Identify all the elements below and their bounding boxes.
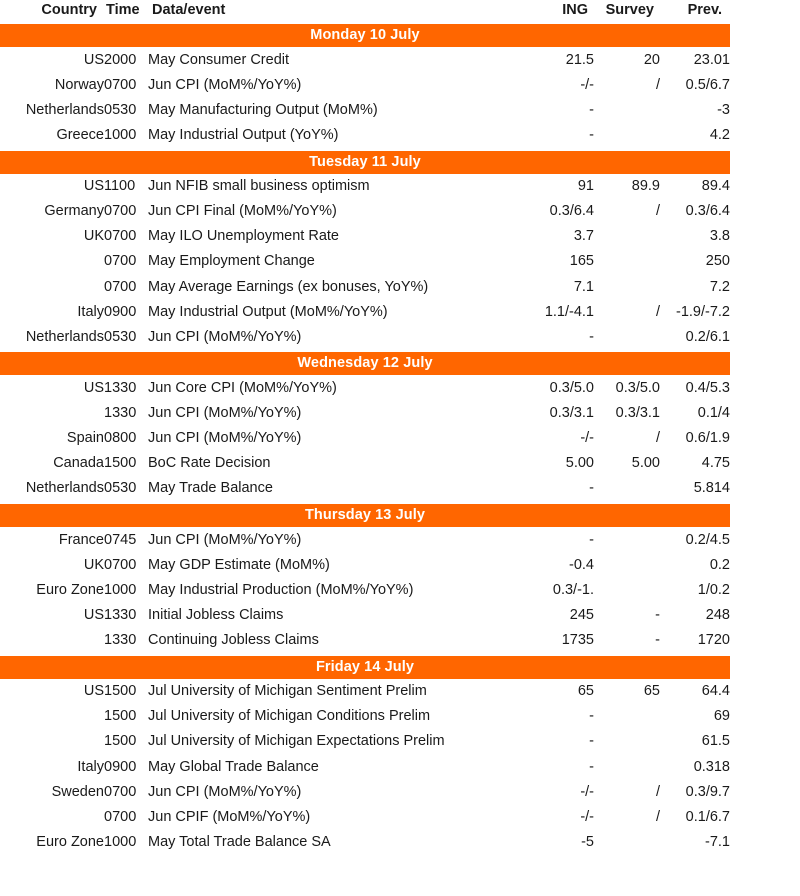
- table-row: [0, 779, 730, 804]
- event-description: May Employment Change: [148, 253, 315, 270]
- event-time: 1330: [104, 405, 137, 421]
- table-row: [0, 527, 730, 552]
- event-ing-forecast: -: [589, 101, 594, 118]
- event-previous: 0.1/4: [697, 405, 730, 421]
- event-description: Jun CPI (MoM%/YoY%): [148, 531, 302, 548]
- event-survey: [594, 704, 660, 729]
- event-country: US: [83, 51, 104, 68]
- event-previous: -1.9/-7.2: [676, 303, 730, 320]
- event-survey: /: [655, 76, 660, 93]
- event-description: May Global Trade Balance: [148, 758, 319, 775]
- event-country: Netherlands: [25, 480, 104, 497]
- event-survey: 20: [643, 51, 660, 68]
- event-previous: 7.2: [709, 278, 730, 295]
- event-ing-forecast: 1.1/-4.1: [544, 303, 594, 320]
- table-row: [0, 628, 730, 653]
- event-ing-forecast: 1735: [561, 632, 594, 648]
- event-survey: [594, 476, 660, 501]
- event-ing-forecast: -: [589, 758, 594, 775]
- event-previous: 64.4: [701, 683, 730, 700]
- event-country: [0, 704, 104, 729]
- table-row: [0, 375, 730, 400]
- event-time: 0700: [104, 278, 137, 295]
- event-ing-forecast: 65: [577, 683, 594, 700]
- event-country: Greece: [56, 126, 104, 143]
- event-time: 0900: [104, 758, 137, 775]
- event-description: Jun NFIB small business optimism: [148, 178, 370, 194]
- event-description: May Average Earnings (ex bonuses, YoY%): [148, 278, 429, 295]
- event-description: May ILO Unemployment Rate: [148, 228, 339, 245]
- event-country: US: [83, 379, 104, 396]
- column-header-time: Time: [106, 2, 140, 18]
- event-description: Jun CPI (MoM%/YoY%): [148, 430, 302, 447]
- day-label: Friday 14 July: [0, 656, 730, 679]
- event-country: Netherlands: [25, 101, 104, 118]
- table-row: [0, 401, 730, 426]
- table-row: [0, 249, 730, 274]
- event-ing-forecast: -: [589, 708, 594, 725]
- event-country: [0, 249, 104, 274]
- event-country: Italy: [77, 758, 104, 775]
- event-description: Continuing Jobless Claims: [148, 632, 319, 648]
- event-country: Norway: [54, 76, 104, 93]
- event-survey: [594, 324, 660, 349]
- event-description: May Industrial Output (MoM%/YoY%): [148, 303, 388, 320]
- table-row: [0, 552, 730, 577]
- event-previous: 248: [705, 606, 730, 623]
- event-country: Euro Zone: [36, 581, 104, 598]
- event-country: Spain: [66, 430, 104, 447]
- event-description: May Industrial Output (YoY%): [148, 126, 339, 143]
- table-row: [0, 274, 730, 299]
- event-description: Jul University of Michigan Expectations Prelim: [148, 733, 445, 750]
- event-time: 1500: [104, 683, 137, 700]
- event-survey: [594, 224, 660, 249]
- event-survey: /: [655, 430, 660, 447]
- table-row: [0, 602, 730, 627]
- day-label: Wednesday 12 July: [0, 352, 730, 375]
- day-header-row: [0, 504, 730, 527]
- day-label: Monday 10 July: [0, 24, 730, 47]
- event-description: Jun CPI (MoM%/YoY%): [148, 76, 302, 93]
- table-header: [0, 0, 730, 24]
- day-header-row: [0, 24, 730, 47]
- table-row: [0, 299, 730, 324]
- event-previous: 1720: [697, 632, 730, 648]
- event-country: UK: [83, 228, 104, 245]
- event-survey: [594, 829, 660, 854]
- event-country: Germany: [44, 203, 104, 220]
- column-header-prev: Prev.: [687, 2, 722, 18]
- event-previous: -7.1: [705, 833, 730, 850]
- day-label: Thursday 13 July: [0, 504, 730, 527]
- event-description: Jun CPI Final (MoM%/YoY%): [148, 203, 337, 220]
- event-description: Jun CPI (MoM%/YoY%): [148, 783, 302, 800]
- column-header-survey: Survey: [605, 2, 654, 18]
- table-row: [0, 72, 730, 97]
- event-country: US: [83, 178, 104, 194]
- event-description: May Trade Balance: [148, 480, 273, 497]
- table-row: [0, 174, 730, 199]
- table-row: [0, 199, 730, 224]
- table-row: [0, 426, 730, 451]
- table-row: [0, 829, 730, 854]
- event-time: 0530: [104, 101, 137, 118]
- event-previous: 0.4/5.3: [685, 379, 730, 396]
- table-row: [0, 577, 730, 602]
- event-country: Canada: [53, 455, 104, 472]
- event-survey: 0.3/3.1: [615, 405, 660, 421]
- event-time: 1500: [104, 455, 137, 472]
- event-ing-forecast: 7.1: [573, 278, 594, 295]
- event-time: 0700: [104, 808, 137, 825]
- event-survey: [594, 122, 660, 147]
- event-ing-forecast: 0.3/5.0: [549, 379, 594, 396]
- event-country: UK: [83, 556, 104, 573]
- event-previous: -3: [717, 101, 730, 118]
- event-country: [0, 729, 104, 754]
- event-ing-forecast: 5.00: [565, 455, 594, 472]
- event-description: May Industrial Production (MoM%/YoY%): [148, 581, 414, 598]
- event-country: [0, 401, 104, 426]
- event-time: 0700: [104, 76, 137, 93]
- table-row: [0, 704, 730, 729]
- event-survey: [594, 274, 660, 299]
- event-description: BoC Rate Decision: [148, 455, 271, 472]
- table-row: [0, 476, 730, 501]
- event-ing-forecast: -/-: [580, 430, 594, 447]
- event-time: 0530: [104, 328, 137, 345]
- event-ing-forecast: -: [589, 126, 594, 143]
- event-previous: 0.318: [693, 758, 730, 775]
- event-survey: /: [655, 203, 660, 220]
- event-description: Jun CPIF (MoM%/YoY%): [148, 808, 311, 825]
- event-description: May Consumer Credit: [148, 51, 290, 68]
- event-previous: 250: [705, 253, 730, 270]
- event-survey: 89.9: [631, 178, 660, 194]
- event-previous: 5.814: [693, 480, 730, 497]
- event-time: 1330: [104, 632, 137, 648]
- event-country: Euro Zone: [36, 833, 104, 850]
- event-description: May GDP Estimate (MoM%): [148, 556, 330, 573]
- table-row: [0, 729, 730, 754]
- event-previous: 61.5: [701, 733, 730, 750]
- event-time: 0700: [104, 253, 137, 270]
- event-ing-forecast: 3.7: [573, 228, 594, 245]
- event-previous: 89.4: [701, 178, 730, 194]
- event-previous: 0.2/4.5: [685, 531, 730, 548]
- event-ing-forecast: 0.3/-1.: [552, 581, 594, 598]
- event-time: 1330: [104, 379, 137, 396]
- table-row: [0, 224, 730, 249]
- event-previous: 1/0.2: [697, 581, 730, 598]
- event-time: 1330: [104, 606, 137, 623]
- event-country: France: [58, 531, 104, 548]
- event-ing-forecast: -/-: [580, 783, 594, 800]
- event-previous: 0.2/6.1: [685, 328, 730, 345]
- event-survey: 65: [643, 683, 660, 700]
- event-time: 1000: [104, 833, 137, 850]
- event-description: Jul University of Michigan Conditions Prelim: [148, 708, 431, 725]
- event-description: Initial Jobless Claims: [148, 606, 284, 623]
- event-previous: 4.75: [701, 455, 730, 472]
- event-time: 0900: [104, 303, 137, 320]
- event-time: 0700: [104, 556, 137, 573]
- header-row: [0, 0, 730, 24]
- event-country: US: [83, 683, 104, 700]
- event-survey: /: [655, 303, 660, 320]
- table-row: [0, 451, 730, 476]
- event-ing-forecast: 0.3/6.4: [549, 203, 594, 220]
- event-previous: 23.01: [693, 51, 730, 68]
- event-country: [0, 628, 104, 653]
- event-survey: [594, 249, 660, 274]
- table-row: [0, 122, 730, 147]
- event-previous: 0.3/9.7: [685, 783, 730, 800]
- table-row: [0, 754, 730, 779]
- event-country: Sweden: [51, 783, 104, 800]
- day-header-row: [0, 656, 730, 679]
- event-country: [0, 804, 104, 829]
- event-previous: 4.2: [709, 126, 730, 143]
- event-time: 0700: [104, 228, 137, 245]
- event-previous: 69: [713, 708, 730, 725]
- event-survey: 5.00: [631, 455, 660, 472]
- table-row: [0, 679, 730, 704]
- day-header-row: [0, 151, 730, 174]
- column-header-ing: ING: [562, 2, 588, 18]
- event-ing-forecast: -: [589, 733, 594, 750]
- event-previous: 0.1/6.7: [685, 808, 730, 825]
- event-time: 0745: [104, 531, 137, 548]
- event-ing-forecast: -/-: [580, 808, 594, 825]
- event-ing-forecast: 0.3/3.1: [549, 405, 594, 421]
- event-country: US: [83, 606, 104, 623]
- event-survey: [594, 729, 660, 754]
- event-time: 0530: [104, 480, 137, 497]
- event-previous: 3.8: [709, 228, 730, 245]
- event-ing-forecast: -5: [581, 833, 594, 850]
- event-ing-forecast: 165: [569, 253, 594, 270]
- event-time: 0700: [104, 783, 137, 800]
- day-header-row: [0, 352, 730, 375]
- event-survey: /: [655, 808, 660, 825]
- event-ing-forecast: -0.4: [569, 556, 594, 573]
- event-ing-forecast: -: [589, 480, 594, 497]
- column-header-event: Data/event: [152, 2, 226, 18]
- column-header-country: Country: [41, 2, 97, 18]
- event-previous: 0.5/6.7: [685, 76, 730, 93]
- event-survey: [594, 552, 660, 577]
- table-row: [0, 97, 730, 122]
- table-row: [0, 47, 730, 72]
- event-time: 0700: [104, 203, 137, 220]
- event-previous: 0.2: [709, 556, 730, 573]
- event-ing-forecast: -: [589, 328, 594, 345]
- event-ing-forecast: 91: [577, 178, 594, 194]
- event-description: May Total Trade Balance SA: [148, 833, 331, 850]
- table-row: [0, 804, 730, 829]
- event-survey: -: [655, 606, 660, 623]
- event-time: 1500: [104, 733, 137, 750]
- event-time: 1100: [104, 178, 136, 194]
- event-ing-forecast: -: [589, 531, 594, 548]
- event-previous: 0.3/6.4: [685, 203, 730, 220]
- event-ing-forecast: 245: [569, 606, 594, 623]
- event-description: Jun CPI (MoM%/YoY%): [148, 328, 302, 345]
- event-survey: -: [655, 632, 660, 648]
- event-description: Jun Core CPI (MoM%/YoY%): [148, 379, 337, 396]
- event-survey: [594, 527, 660, 552]
- event-survey: [594, 577, 660, 602]
- event-description: Jul University of Michigan Sentiment Prelim: [148, 683, 427, 700]
- event-ing-forecast: 21.5: [565, 51, 594, 68]
- event-time: 0800: [104, 430, 137, 447]
- day-label: Tuesday 11 July: [0, 151, 730, 174]
- event-time: 1000: [104, 126, 137, 143]
- event-survey: [594, 97, 660, 122]
- event-survey: [594, 754, 660, 779]
- event-time: 1500: [104, 708, 137, 725]
- event-description: Jun CPI (MoM%/YoY%): [148, 405, 302, 421]
- event-survey: 0.3/5.0: [615, 379, 660, 396]
- event-country: Italy: [77, 303, 104, 320]
- event-ing-forecast: -/-: [580, 76, 594, 93]
- table-row: [0, 324, 730, 349]
- table-body: [0, 24, 730, 855]
- event-survey: /: [655, 783, 660, 800]
- event-previous: 0.6/1.9: [685, 430, 730, 447]
- event-time: 2000: [104, 51, 137, 68]
- event-country: [0, 274, 104, 299]
- event-time: 1000: [104, 581, 137, 598]
- event-country: Netherlands: [25, 328, 104, 345]
- event-description: May Manufacturing Output (MoM%): [148, 101, 378, 118]
